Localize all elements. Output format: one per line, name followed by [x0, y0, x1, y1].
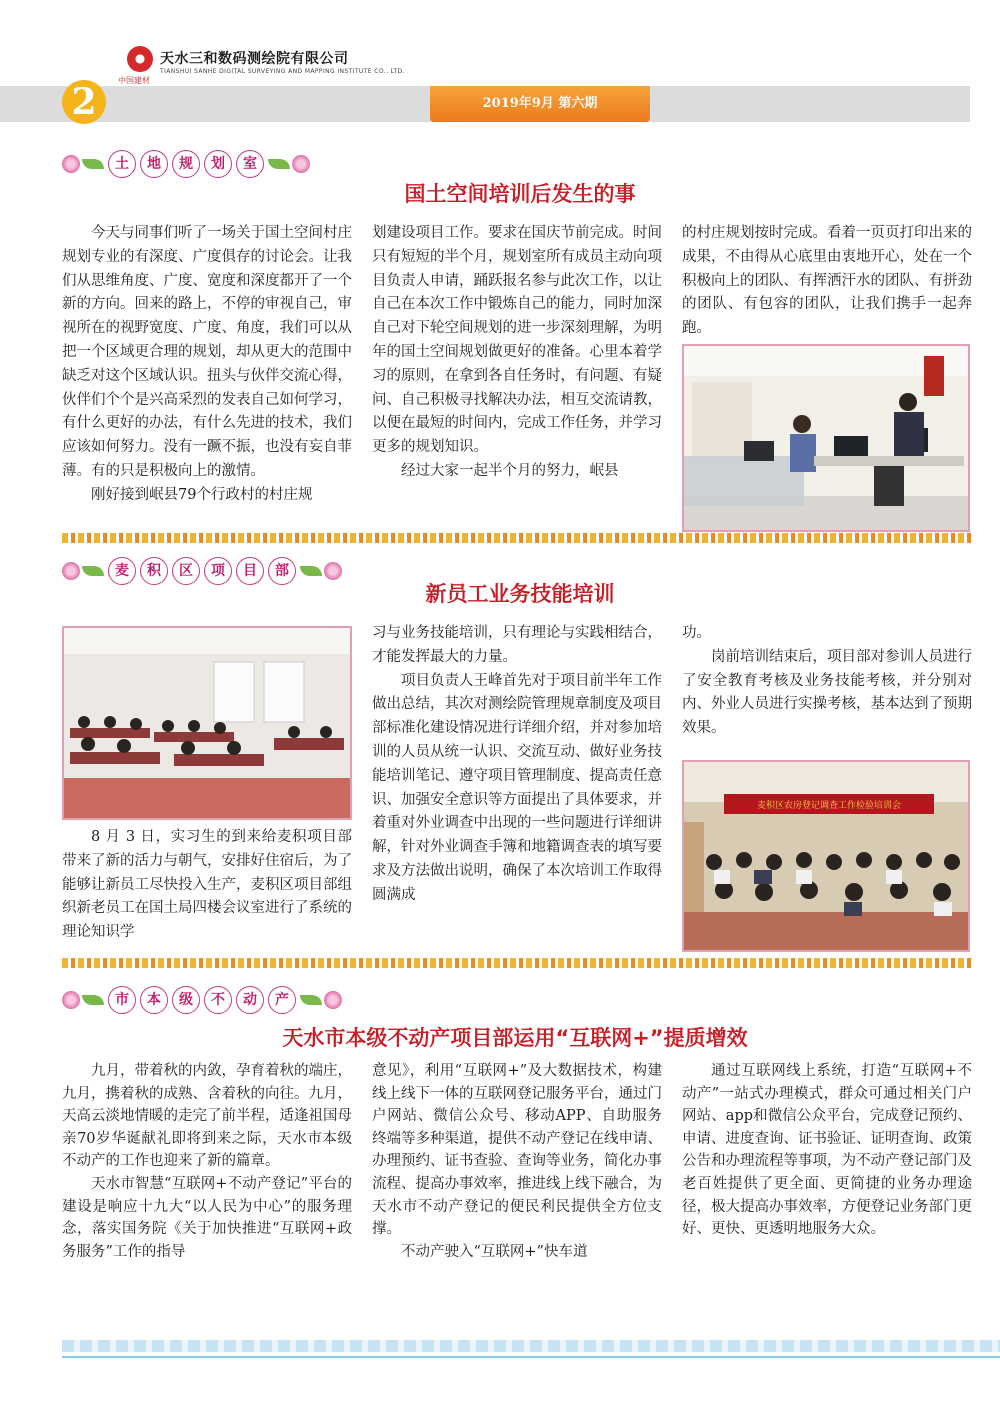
paragraph: 刚好接到岷县79个行政村的村庄规 [91, 486, 313, 503]
section-char: 土 [108, 150, 136, 178]
meeting-photo [682, 760, 970, 952]
section-char: 地 [140, 150, 168, 178]
leaf-icon [82, 159, 104, 169]
section-char: 室 [236, 150, 264, 178]
section-char: 产 [268, 986, 296, 1014]
section-char: 项 [204, 557, 232, 585]
section-char: 部 [268, 557, 296, 585]
flower-icon [292, 155, 310, 173]
issue-label: 2019年9月 第六期 [430, 86, 650, 122]
section-char: 市 [108, 986, 136, 1014]
company-name-en: TIANSHUI SANHE DIGITAL SURVEYING AND MAPPING INSTITUTE CO., LTD. [160, 68, 405, 75]
section-char: 积 [140, 557, 168, 585]
paragraph: 功。 [682, 625, 711, 641]
article-1-column-1 [62, 222, 352, 508]
article-2-column-1 [62, 826, 352, 945]
footer-band [62, 1340, 1000, 1352]
article-2-column-2 [372, 622, 662, 908]
paragraph: 习与业务技能培训，只有理论与实践相结合，才能发挥最大的力量。 [372, 625, 662, 665]
paragraph: 划建设项目工作。要求在国庆节前完成。时间只有短短的半个月，规划室所有成员主动向项目负责人申请，踊跃报名参与此次工作，以让自己在本次工作中锻炼自己的能力，同时加深自己对下轮空间规划的进一步深刻理解，为明年的国土空间规划做更好的准备。心里本着学习的原则，在拿到各自任务时，有问题、有疑问、自己积极寻找解决办法，相互交流请教，以便在最短的时间内，完成工作任务，并学习更多的规划知识。 [372, 225, 662, 456]
leaf-icon [300, 566, 322, 576]
paragraph: 九月，带着秋的内敛，孕育着秋的端庄，九月，携着秋的成熟、含着秋的向往。九月，天高云淡地情暖的走完了前半程，适逢祖国母亲70岁华诞献礼即将到来之际，天水市本级不动产的工作也迎来了新的篇章。 [62, 1063, 352, 1170]
article-3-column-3 [682, 1060, 972, 1241]
paragraph: 8 月 3 日，实习生的到来给麦积项目部带来了新的活力与朝气，安排好住宿后，为了能够让新员工尽快投入生产，麦积区项目部组织新老员工在国土局四楼会议室进行了系统的理论知识学 [62, 829, 352, 941]
page-number: 2 [62, 80, 106, 124]
office-photo-image [684, 346, 968, 530]
article-3-column-1 [62, 1060, 352, 1263]
section-char: 区 [172, 557, 200, 585]
flower-icon [62, 562, 80, 580]
article-title: 天水市本级不动产项目部运用“互联网+”提质增效 [282, 1026, 748, 1050]
flower-icon [62, 991, 80, 1009]
section-label-real-estate [62, 982, 342, 1018]
office-photo [682, 344, 970, 532]
paragraph: 意见》，利用“互联网+”及大数据技术，构建线上线下一体的互联网登记服务平台，通过门户网站、微信公众号、移动APP、自助服务终端等多种渠道，提供不动产登记在线申请、办理预约、证书查验、查询等业务，简化办事流程、提高办事效率，推进线上线下融合，为天水市不动产登记的便民利民提供全方位支撑。 [372, 1063, 662, 1238]
section-char: 目 [236, 557, 264, 585]
flower-icon [62, 155, 80, 173]
classroom-photo [62, 626, 352, 820]
paragraph: 不动产驶入“互联网+”快车道 [401, 1243, 588, 1260]
parent-brand: 中国建材 [118, 76, 150, 85]
flower-icon [324, 991, 342, 1009]
paragraph: 通过互联网线上系统，打造“互联网+不动产”一站式办理模式，群众可通过相关门户网站、app和微信公众平台，完成登记预约、申请、进度查询、证书验证、证明查询、政策公告和办理流程等事项，为不动产登记部门及老百姓提供了更全面、更简捷的业务办理途径，极大提高办事效率，方便登记业务部门更好、更快、更透明地服务大众。 [682, 1063, 972, 1238]
section-char: 本 [140, 986, 168, 1014]
article-title: 新员工业务技能培训 [425, 582, 615, 606]
company-name: 天水三和数码测绘院有限公司 [160, 51, 349, 67]
leaf-icon [300, 995, 322, 1005]
classroom-photo-image [64, 628, 350, 818]
paragraph: 岗前培训结束后，项目部对参训人员进行了安全教育考核及业务技能考核，并分别对内、外业人员进行实操考核，基本达到了预期效果。 [682, 648, 972, 737]
paragraph: 今天与同事们听了一场关于国土空间村庄规划专业的有深度、广度俱存的讨论会。让我们从思维角度、广度、宽度和深度都开了一个新的方向。回来的路上，不停的审视自己，审视所在的视野宽度、广度、角度，我们可以从把一个区域更合理的规划，却从更大的范围中缺乏对这个区域认识。扭头与伙伴交流心得，伙伴们个个是兴高采烈的发表自己如何学习，有什么更好的办法，有什么先进的技术，我们应该如何努力。没有一蹶不振，也没有妄自菲薄。有的只是积极向上的激情。 [62, 225, 352, 479]
paragraph: 经过大家一起半个月的努力，岷县 [401, 462, 619, 479]
section-char: 划 [204, 150, 232, 178]
leaf-icon [82, 566, 104, 576]
section-divider [62, 533, 974, 543]
article-3-column-2 [372, 1060, 662, 1263]
article-1-column-2 [372, 222, 662, 484]
section-char: 规 [172, 150, 200, 178]
paragraph: 项目负责人王峰首先对于项目前半年工作做出总结，其次对测绘院管理规章制度及项目部标准化建设情况进行详细介绍，并对参加培训的人员从统一认识、交流互动、做好业务技能培训笔记、遵守项目管理制度、提高责任意识、加强安全意识等方面提出了具体要求，并着重对外业调查中出现的一些问题进行详细讲解，针对外业调查手簿和地籍调查表的填写要求及方法做出说明，确保了本次培训工作取得圆满成 [372, 672, 662, 903]
article-title: 国土空间培训后发生的事 [404, 182, 636, 206]
section-char: 不 [204, 986, 232, 1014]
leaf-icon [82, 995, 104, 1005]
section-char: 麦 [108, 557, 136, 585]
section-divider [62, 958, 974, 968]
meeting-banner-text: 麦积区农房登记调查工作检验培训会 [756, 801, 902, 811]
paragraph: 天水市智慧“互联网+不动产登记”平台的建设是响应十九大“以人民为中心”的服务理念，落实国务院《关于加快推进“互联网+政务服务”工作的指导 [62, 1175, 352, 1260]
leaf-icon [268, 159, 290, 169]
section-label-land-planning [62, 146, 310, 182]
company-logo-icon [127, 46, 153, 72]
article-2-column-3 [682, 622, 972, 741]
meeting-photo-image [684, 762, 968, 950]
paragraph: 的村庄规划按时完成。看着一页页打印出来的成果，不由得从心底里由衷地开心，处在一个积极向上的团队、有挥洒汗水的团队、有拼劲的团队、有包容的团队，让我们携手一起奔跑。 [682, 225, 972, 337]
section-char: 级 [172, 986, 200, 1014]
article-1-column-3 [682, 222, 972, 341]
footer-line [62, 1356, 1000, 1358]
section-char: 动 [236, 986, 264, 1014]
